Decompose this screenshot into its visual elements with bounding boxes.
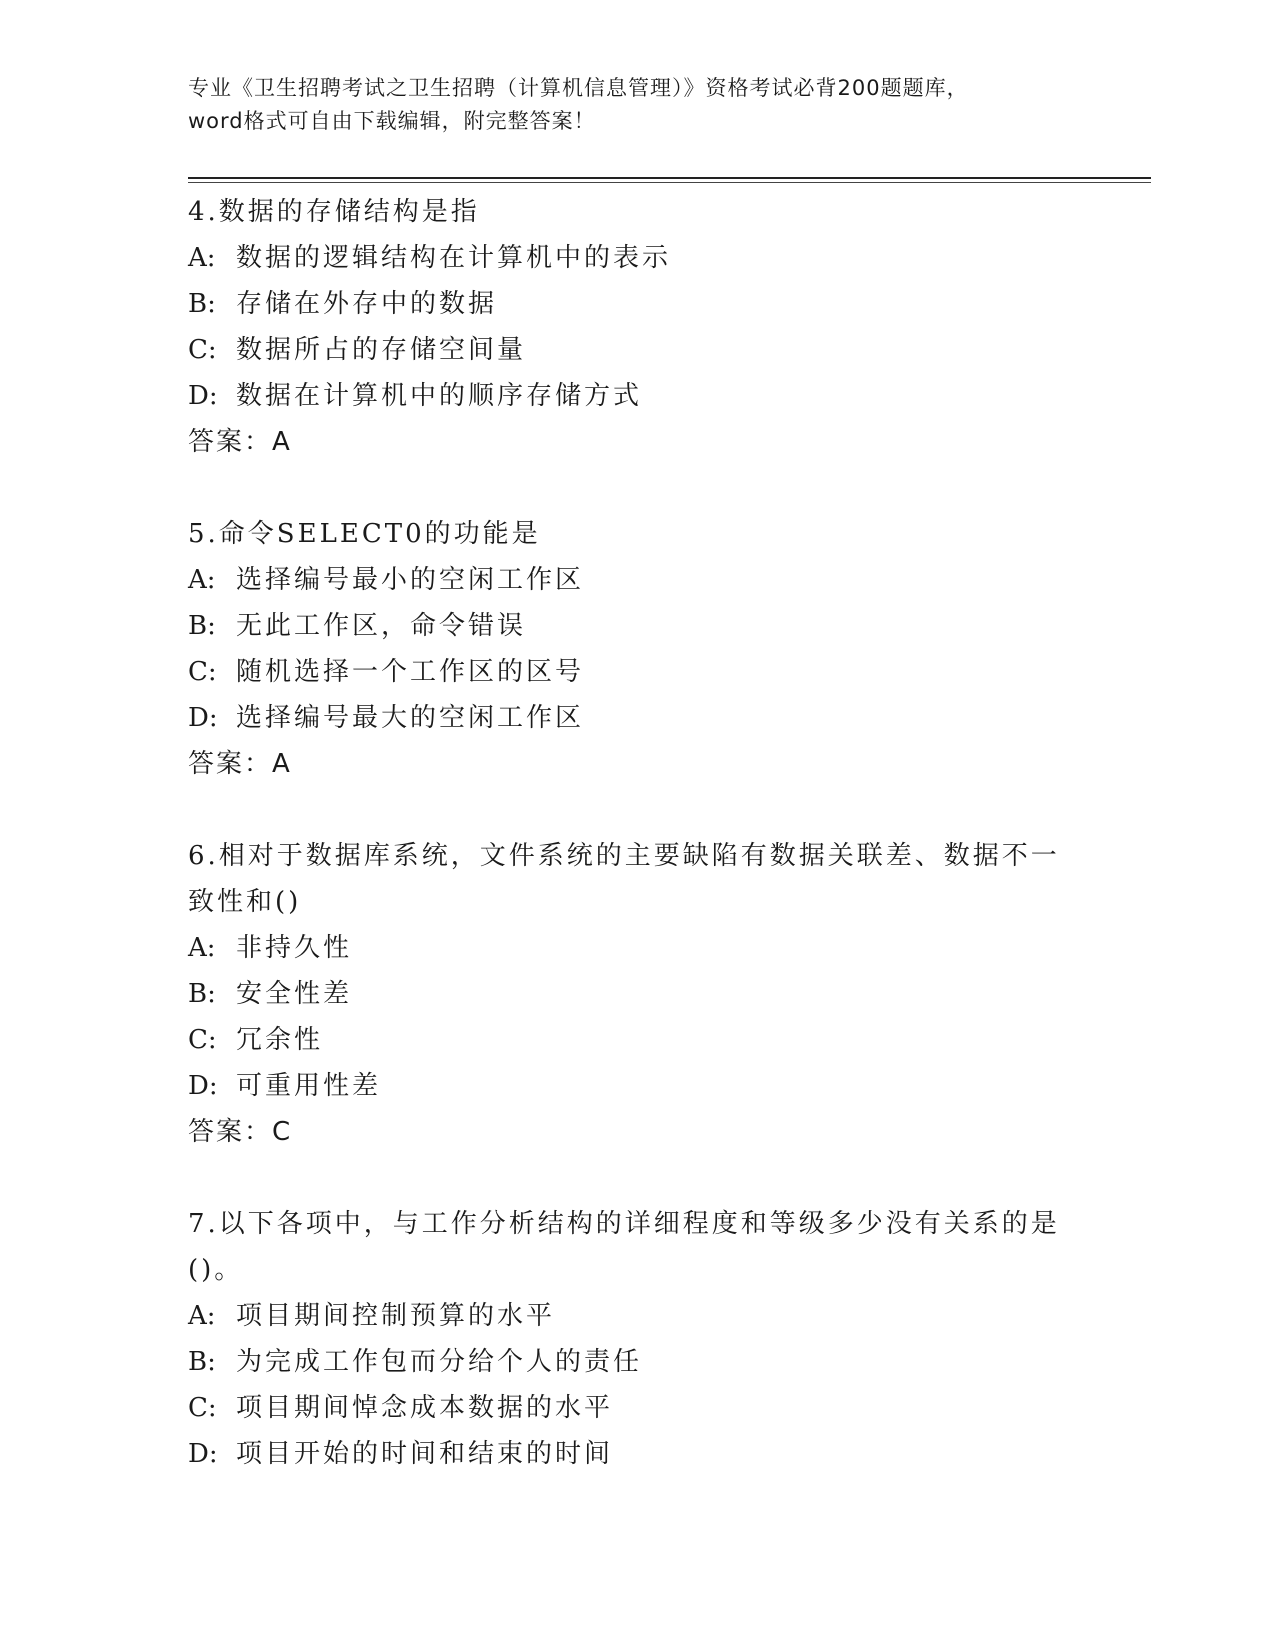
option-text: 选择编号最小的空闲工作区 — [236, 565, 585, 595]
answer-line: 答案：C — [188, 1117, 293, 1147]
option-letter: C: — [188, 1025, 217, 1055]
option-letter: B: — [188, 611, 216, 641]
option-text: 项目期间控制预算的水平 — [236, 1301, 556, 1331]
option-letter: C: — [188, 335, 217, 365]
option-text: 非持久性 — [236, 933, 353, 963]
document-header — [188, 72, 1088, 138]
option-c — [188, 649, 1068, 695]
option-letter: A: — [188, 565, 216, 595]
option-letter: B: — [188, 1347, 216, 1377]
option-c — [188, 1017, 1068, 1063]
question-4 — [188, 189, 1068, 465]
option-letter: D: — [188, 1439, 218, 1469]
option-letter: C: — [188, 1393, 217, 1423]
option-b — [188, 603, 1068, 649]
option-letter: D: — [188, 703, 218, 733]
question-6 — [188, 833, 1068, 1155]
option-d — [188, 373, 1068, 419]
option-a — [188, 235, 1068, 281]
option-b — [188, 281, 1068, 327]
option-d — [188, 1063, 1068, 1109]
question-5 — [188, 511, 1068, 787]
option-text: 存储在外存中的数据 — [236, 289, 498, 319]
option-text: 随机选择一个工作区的区号 — [236, 657, 585, 687]
option-a — [188, 925, 1068, 971]
option-d — [188, 1431, 1068, 1477]
option-text: 安全性差 — [236, 979, 353, 1009]
option-text: 可重用性差 — [236, 1071, 382, 1101]
option-text: 数据的逻辑结构在计算机中的表示 — [236, 243, 672, 273]
header-title-line-1: 专业《卫生招聘考试之卫生招聘（计算机信息管理）》资格考试必背200题题库， — [188, 76, 969, 100]
option-letter: A: — [188, 933, 216, 963]
header-title-line-2: word格式可自由下载编辑，附完整答案！ — [188, 109, 596, 133]
option-letter: B: — [188, 289, 216, 319]
option-text: 项目期间悼念成本数据的水平 — [236, 1393, 614, 1423]
option-letter: C: — [188, 657, 217, 687]
answer-line: 答案：A — [188, 749, 292, 779]
header-divider-thick — [188, 177, 1151, 179]
option-text: 数据所占的存储空间量 — [236, 335, 527, 365]
option-letter: D: — [188, 1071, 218, 1101]
option-letter: A: — [188, 1301, 216, 1331]
header-divider-thin — [188, 182, 1151, 183]
question-stem: 5.命令SELECT0的功能是 — [188, 519, 541, 549]
option-text: 选择编号最大的空闲工作区 — [236, 703, 585, 733]
question-stem: 4.数据的存储结构是指 — [188, 197, 480, 227]
option-c — [188, 327, 1068, 373]
option-letter: B: — [188, 979, 216, 1009]
question-list — [188, 189, 1068, 1477]
option-text: 为完成工作包而分给个人的责任 — [236, 1347, 643, 1377]
option-text: 项目开始的时间和结束的时间 — [236, 1439, 614, 1469]
question-stem: 6.相对于数据库系统，文件系统的主要缺陷有数据关联差、数据不一致性和() — [188, 841, 1060, 917]
answer-line: 答案：A — [188, 427, 292, 457]
option-letter: A: — [188, 243, 216, 273]
option-b — [188, 1339, 1068, 1385]
option-text: 数据在计算机中的顺序存储方式 — [236, 381, 643, 411]
option-text: 无此工作区，命令错误 — [236, 611, 527, 641]
option-b — [188, 971, 1068, 1017]
option-a — [188, 1293, 1068, 1339]
option-c — [188, 1385, 1068, 1431]
option-text: 冗余性 — [236, 1025, 324, 1055]
option-letter: D: — [188, 381, 218, 411]
option-a — [188, 557, 1068, 603]
option-d — [188, 695, 1068, 741]
question-7 — [188, 1201, 1068, 1477]
question-stem: 7.以下各项中，与工作分析结构的详细程度和等级多少没有关系的是()。 — [188, 1209, 1060, 1285]
